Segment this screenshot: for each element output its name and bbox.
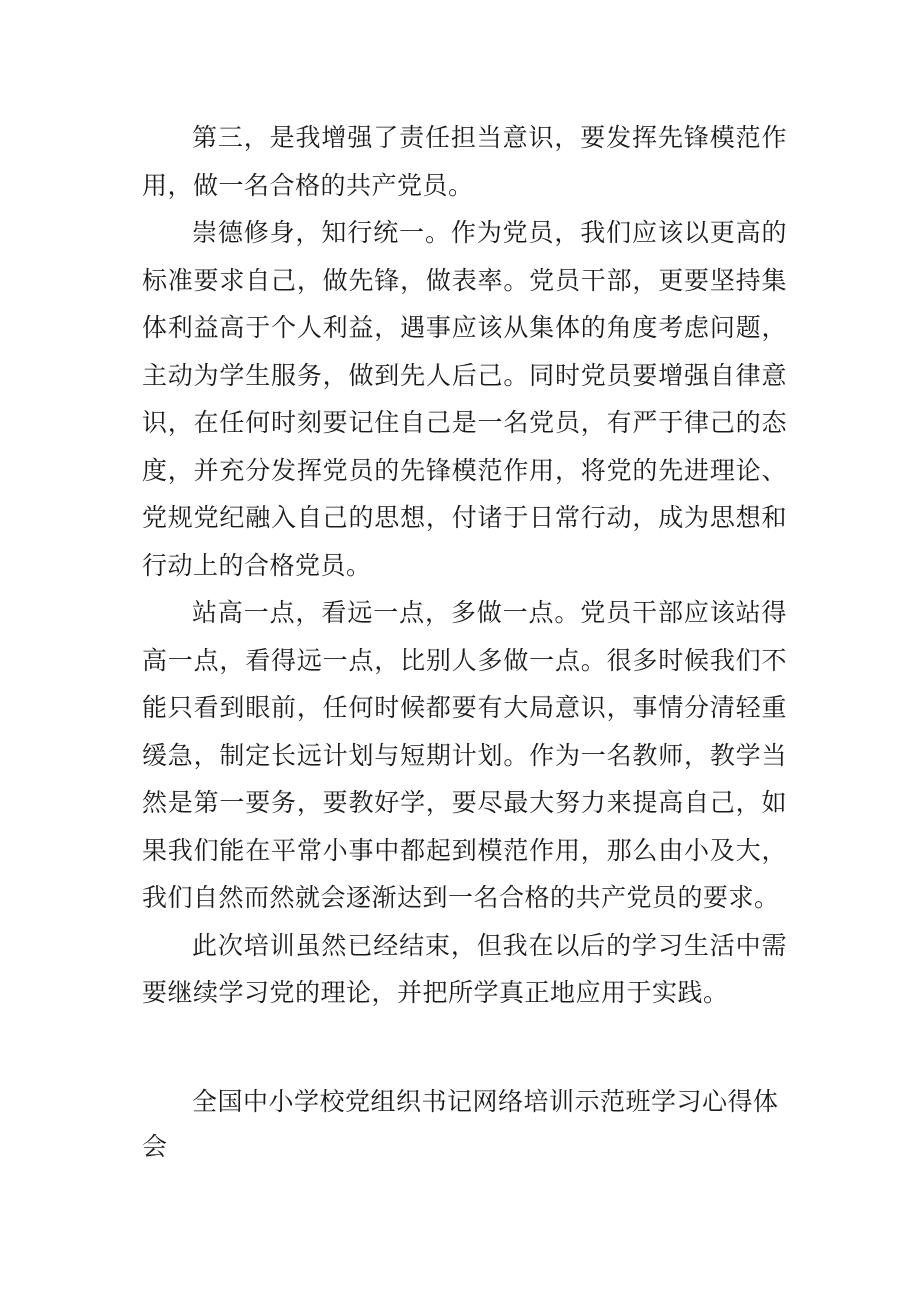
next-article-title: 全国中小学校党组织书记网络培训示范班学习心得体会: [142, 1087, 779, 1161]
paragraph-moral-cultivation: 崇德修身，知行统一。作为党员，我们应该以更高的标准要求自己，做先锋，做表率。党员干部，更要坚持集体利益高于个人利益，遇事应该从集体的角度考虑问题，主动为学生服务，做到先人后己。同时党员要增强自律意识，在任何时刻要记住自己是一名党员，有严于律己的态度，并充分发挥党员的先锋模范作用，将党的先进理论、党规党纪融入自己的思想，付诸于日常行动，成为思想和行动上的合格党员。: [142, 218, 787, 580]
paragraph-responsibility: 第三，是我增强了责任担当意识，要发挥先锋模范作用，做一名合格的共产党员。: [142, 123, 787, 200]
paragraph-stand-higher: 站高一点，看远一点，多做一点。党员干部应该站得高一点，看得远一点，比别人多做一点。很多时候我们不能只看到眼前，任何时候都要有大局意识，事情分清轻重缓急，制定长远计划与短期计划。作为一名教师，教学当然是第一要务，要教好学，要尽最大努力来提高自己，如果我们能在平常小事中都起到模范作用，那么由小及大，我们自然而然就会逐渐达到一名合格的共产党员的要求。: [142, 598, 787, 912]
paragraph-conclusion: 此次培训虽然已经结束，但我在以后的学习生活中需要继续学习党的理论，并把所学真正地应用于实践。: [142, 930, 787, 1007]
document-body: [142, 114, 787, 1017]
